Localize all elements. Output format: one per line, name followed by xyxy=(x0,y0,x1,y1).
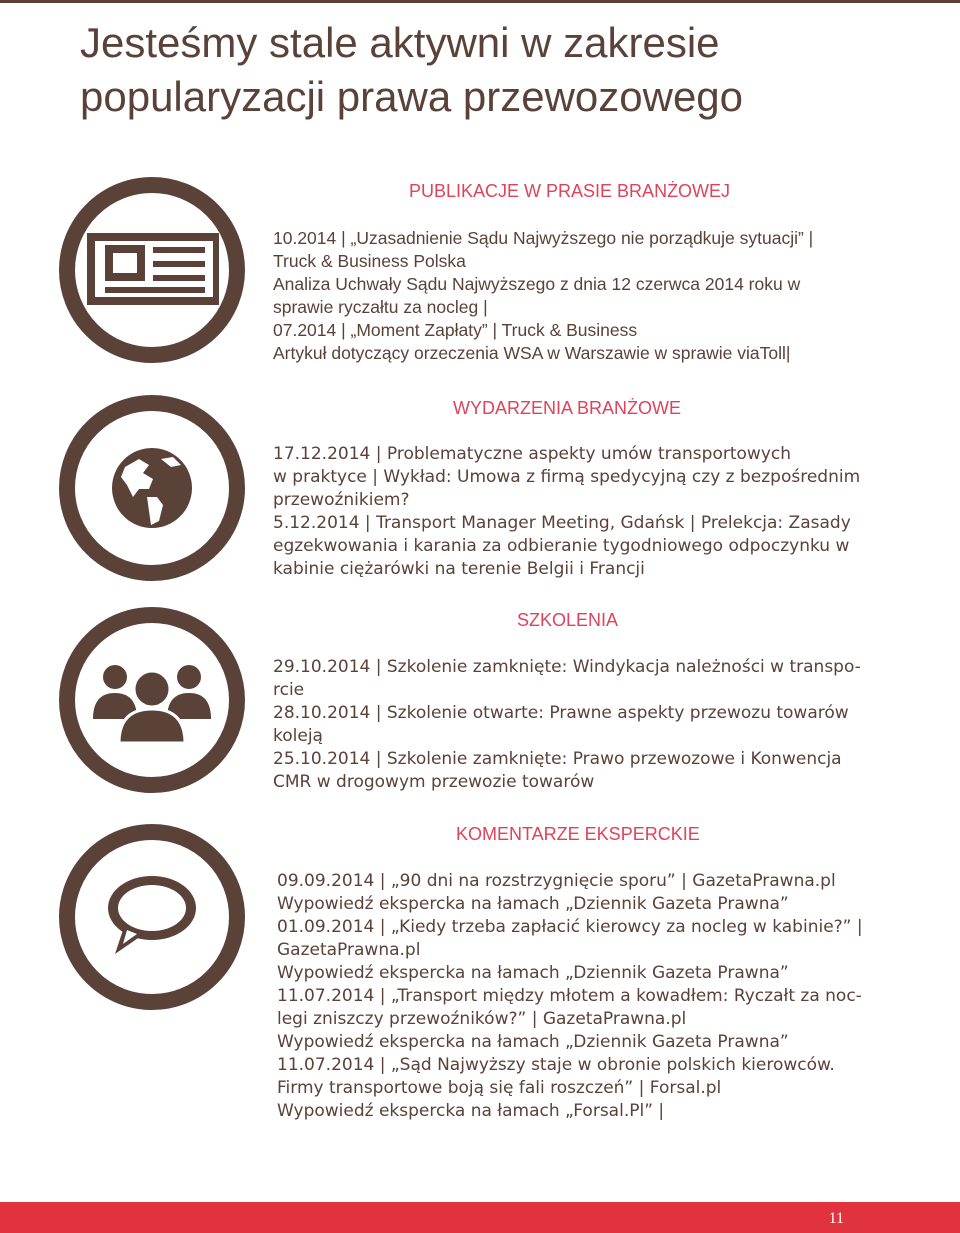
globe-icon xyxy=(57,393,247,583)
page-title-line-1: Jesteśmy stale aktywni w zakresie xyxy=(80,19,720,66)
list-item: Artykuł dotyczący orzeczenia WSA w Warszawie w sprawie viaToll| xyxy=(273,343,791,363)
list-item: egzekwowania i karania za odbieranie tygodniowego odpoczynku w xyxy=(273,536,850,556)
list-item: w praktyce | Wykład: Umowa z firmą spedycyjną czy z bezpośrednim xyxy=(273,467,861,487)
section-heading-publications: PUBLIKACJE W PRASIE BRANŻOWEJ xyxy=(409,181,731,201)
list-item: Wypowiedź ekspercka na łamach „Dziennik Gazeta Prawna” xyxy=(277,894,789,914)
list-item: 09.09.2014 | „90 dni na rozstrzygnięcie sporu” | GazetaPrawna.pl xyxy=(277,871,836,891)
events-list xyxy=(273,443,873,581)
list-item: 10.2014 | „Uzasadnienie Sądu Najwyższego nie porządkuje sytuacji” | xyxy=(273,228,814,248)
comments-list xyxy=(277,870,877,1123)
list-item: legi zniszczy przewoźników?” | GazetaPrawna.pl xyxy=(277,1009,687,1029)
list-item: kabinie ciężarówki na terenie Belgii i Francji xyxy=(273,559,645,579)
list-item: 5.12.2014 | Transport Manager Meeting, Gdańsk | Prelekcja: Zasady xyxy=(273,513,851,533)
list-item: 17.12.2014 | Problematyczne aspekty umów transportowych xyxy=(273,444,792,464)
speech-bubble-icon xyxy=(57,822,247,1012)
list-item: koleją xyxy=(273,726,323,746)
page-title-line-2: popularyzacji prawa przewozowego xyxy=(80,73,744,120)
newspaper-icon xyxy=(57,175,247,365)
list-item: rcie xyxy=(273,680,305,700)
list-item: 11.07.2014 | „Sąd Najwyższy staje w obronie polskich kierowców. xyxy=(277,1055,835,1075)
list-item: Analiza Uchwały Sądu Najwyższego z dnia 12 czerwca 2014 roku w xyxy=(273,274,801,294)
footer-bar xyxy=(0,1202,960,1233)
list-item: sprawie ryczałtu za nocleg | xyxy=(273,297,488,317)
list-item: Wypowiedź ekspercka na łamach „Forsal.Pl” | xyxy=(277,1101,665,1121)
list-item: GazetaPrawna.pl xyxy=(277,940,421,960)
list-item: Firmy transportowe boją się fali roszczeń” | Forsal.pl xyxy=(277,1078,722,1098)
list-item: 25.10.2014 | Szkolenie zamknięte: Prawo przewozowe i Konwencja xyxy=(273,749,842,769)
list-item: 29.10.2014 | Szkolenie zamknięte: Windykacja należności w transpo- xyxy=(273,657,861,677)
page-title xyxy=(80,16,743,124)
list-item: 07.2014 | „Moment Zapłaty” | Truck & Business xyxy=(273,320,638,340)
top-rule xyxy=(0,0,960,3)
list-item: Wypowiedź ekspercka na łamach „Dziennik Gazeta Prawna” xyxy=(277,963,789,983)
list-item: 11.07.2014 | „Transport między młotem a kowadłem: Ryczałt za noc- xyxy=(277,986,862,1006)
section-heading-trainings: SZKOLENIA xyxy=(517,610,619,630)
list-item: Truck & Business Polska xyxy=(273,251,466,271)
list-item: 01.09.2014 | „Kiedy trzeba zapłacić kierowcy za nocleg w kabinie?” | xyxy=(277,917,863,937)
trainings-list xyxy=(273,656,873,794)
list-item: Wypowiedź ekspercka na łamach „Dziennik Gazeta Prawna” xyxy=(277,1032,789,1052)
section-heading-events: WYDARZENIA BRANŻOWE xyxy=(453,398,682,418)
section-heading-comments: KOMENTARZE EKSPERCKIE xyxy=(456,824,700,844)
list-item: 28.10.2014 | Szkolenie otwarte: Prawne aspekty przewozu towarów xyxy=(273,703,849,723)
publications-list xyxy=(273,227,873,365)
list-item: CMR w drogowym przewozie towarów xyxy=(273,772,595,792)
people-icon xyxy=(57,605,247,795)
list-item: przewoźnikiem? xyxy=(273,490,410,510)
page-number: 11 xyxy=(828,1210,844,1227)
